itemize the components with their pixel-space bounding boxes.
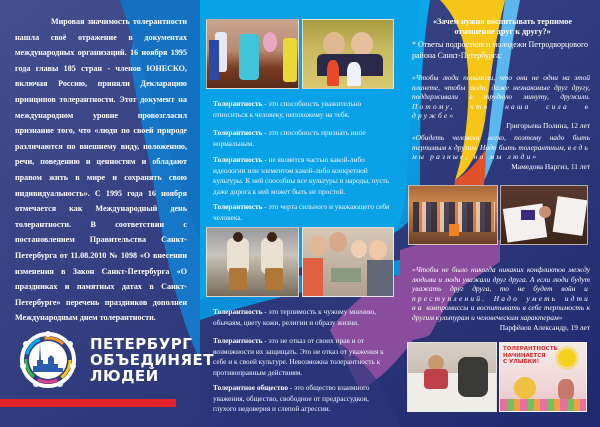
drummers-photo [206,227,299,297]
logo-line-3: ЛЮДЕЙ [90,367,159,385]
quote-3 [412,265,590,332]
quote-author: Парфёнов Александр, 19 лет [499,322,590,332]
quote-text-end: компромиссы и воспитывать в себе терпимость к другим культурам и человеческим характерам» [412,303,590,322]
definition-text: - это способность уважительно относиться к человеку, непохожему на тебя. [213,99,362,119]
definition-term: Толерантность [213,307,263,316]
middle-panel [200,0,400,427]
definition-1 [213,99,393,120]
definition-6 [213,336,393,378]
quote-text-spaced: и преступлений. Надо уметь идти на [412,284,590,313]
definition-5 [213,307,393,328]
intro-paragraph [15,14,187,326]
logo-line-2: ОБЪЕДИНЯЕТ [90,351,215,369]
dancers-in-kimono-photo [206,19,299,89]
quote-text-spaced: Потому, что наша сила в дружбе» [412,101,590,121]
definition-3 [213,155,395,197]
definition-term: Толерантное общество [213,383,288,392]
quote-text: «Чтобы люди понимали, что они не одни на этой планете, чтобы люди, даже незнакомые друг другу, поддерживали в трудную минуту, дружили. [412,73,590,102]
students-drawing-photo [407,342,497,412]
quote-1 [412,73,590,131]
quote-text: «Обидеть человека легко, поэтому надо быть терпимым к другим. Надо быть толерантным, [412,133,590,152]
definition-text: - это общество взаимного уважения, общество, свободное от предрассудков, глухого недоверия и слепой агрессии. [213,383,370,414]
boy-with-posters-photo [500,185,588,245]
definition-text: - это терпимость к чужому мнению, обычаям, цвету кожи, религии и образу жизни. [213,307,377,327]
red-accent-bar [0,399,176,407]
quote-author: Григорьева Полина, 12 лет [506,120,590,130]
right-panel [400,0,600,427]
definition-text: - это способность признать иное нормальным. [213,128,366,148]
left-panel [0,0,215,427]
survey-question-title: «Зачем нужно воспитывать терпимое отношение друг к другу?» [432,17,573,36]
intro-text: Мировая значимость толерантности нашла своё отражение в документах международных организаций. 16 ноября 1995 года главы 185 стран - членов ЮНЕСКО, включая Россию, приняли Декларацию принципов толерантности. Этот документ на международном уровне провозгласил признание того, что «люди по своей природе различаются по внешнему виду, положению, речи, поведению и ценностям и обладают правом жить в мире и сохранять свою индивидуальность». С 1995 года 16 ноября отмечается как Международный день толерантности. В соответствии с постановлением Правительства Санкт-Петербурга от 11.08.2010 № 1098 «О внесении изменения в Закон Санкт-Петербурга «О праздниках и памятных датах в Санкт-Петербурге» перечень праздников дополнен Международным днем толерантности. [15,17,187,323]
group-celebration-photo [408,185,498,245]
boys-with-crafts-photo [302,227,394,297]
definition-7 [213,383,393,415]
definition-term: Толерантность [213,155,263,164]
girls-with-dolls-photo [302,19,394,89]
poster-caption: ТОЛЕРАНТНОСТЬ НАЧИНАЕТСЯ С УЛЫБКИ! [503,346,558,365]
quote-text: «Чтобы не было никогда никаких конфликтов между людьми и люди уважали друг друга. А если люди будут уважать друг друга, то не будет войн [412,265,590,294]
quote-2 [412,133,590,171]
definition-4 [213,202,393,223]
definition-term: Толерантность [213,202,263,211]
definition-text: - это не отказ от своих прав и от возможности их защищать. Это не отказ от уважения к себе и к своей культуре. Невозможна толерантность к противоправным действиям. [213,336,384,377]
survey-subtitle: * Ответы подростков и молодежи Петродворцового района Санкт-Петербурга: [412,40,589,60]
petersburg-unites-people-logo [18,330,215,390]
logo-line-1: ПЕТЕРБУРГ [90,335,193,353]
definition-text: - это черта сильного и уважающего себя человека. [213,202,390,222]
definition-term: Толерантность [213,128,263,137]
city-skyline-ring-icon [18,330,78,390]
definition-term: Толерантность [213,99,263,108]
definition-term: Толерантность [213,336,263,345]
quote-author: Мамедова Наргиз, 11 лет [511,161,590,171]
quote-text-spaced: ведь мы разные, но мы люди» [412,142,590,162]
logo-text [90,336,214,384]
definition-2 [213,128,378,149]
tolerance-poster-drawing-photo [499,342,587,412]
definition-text: - не является частью какой-либо идеологии или элементом какой-либо конкретной культуры. К ней способны все культуры и народы, пусть даже дорога к ней может быть не простой. [213,155,390,196]
